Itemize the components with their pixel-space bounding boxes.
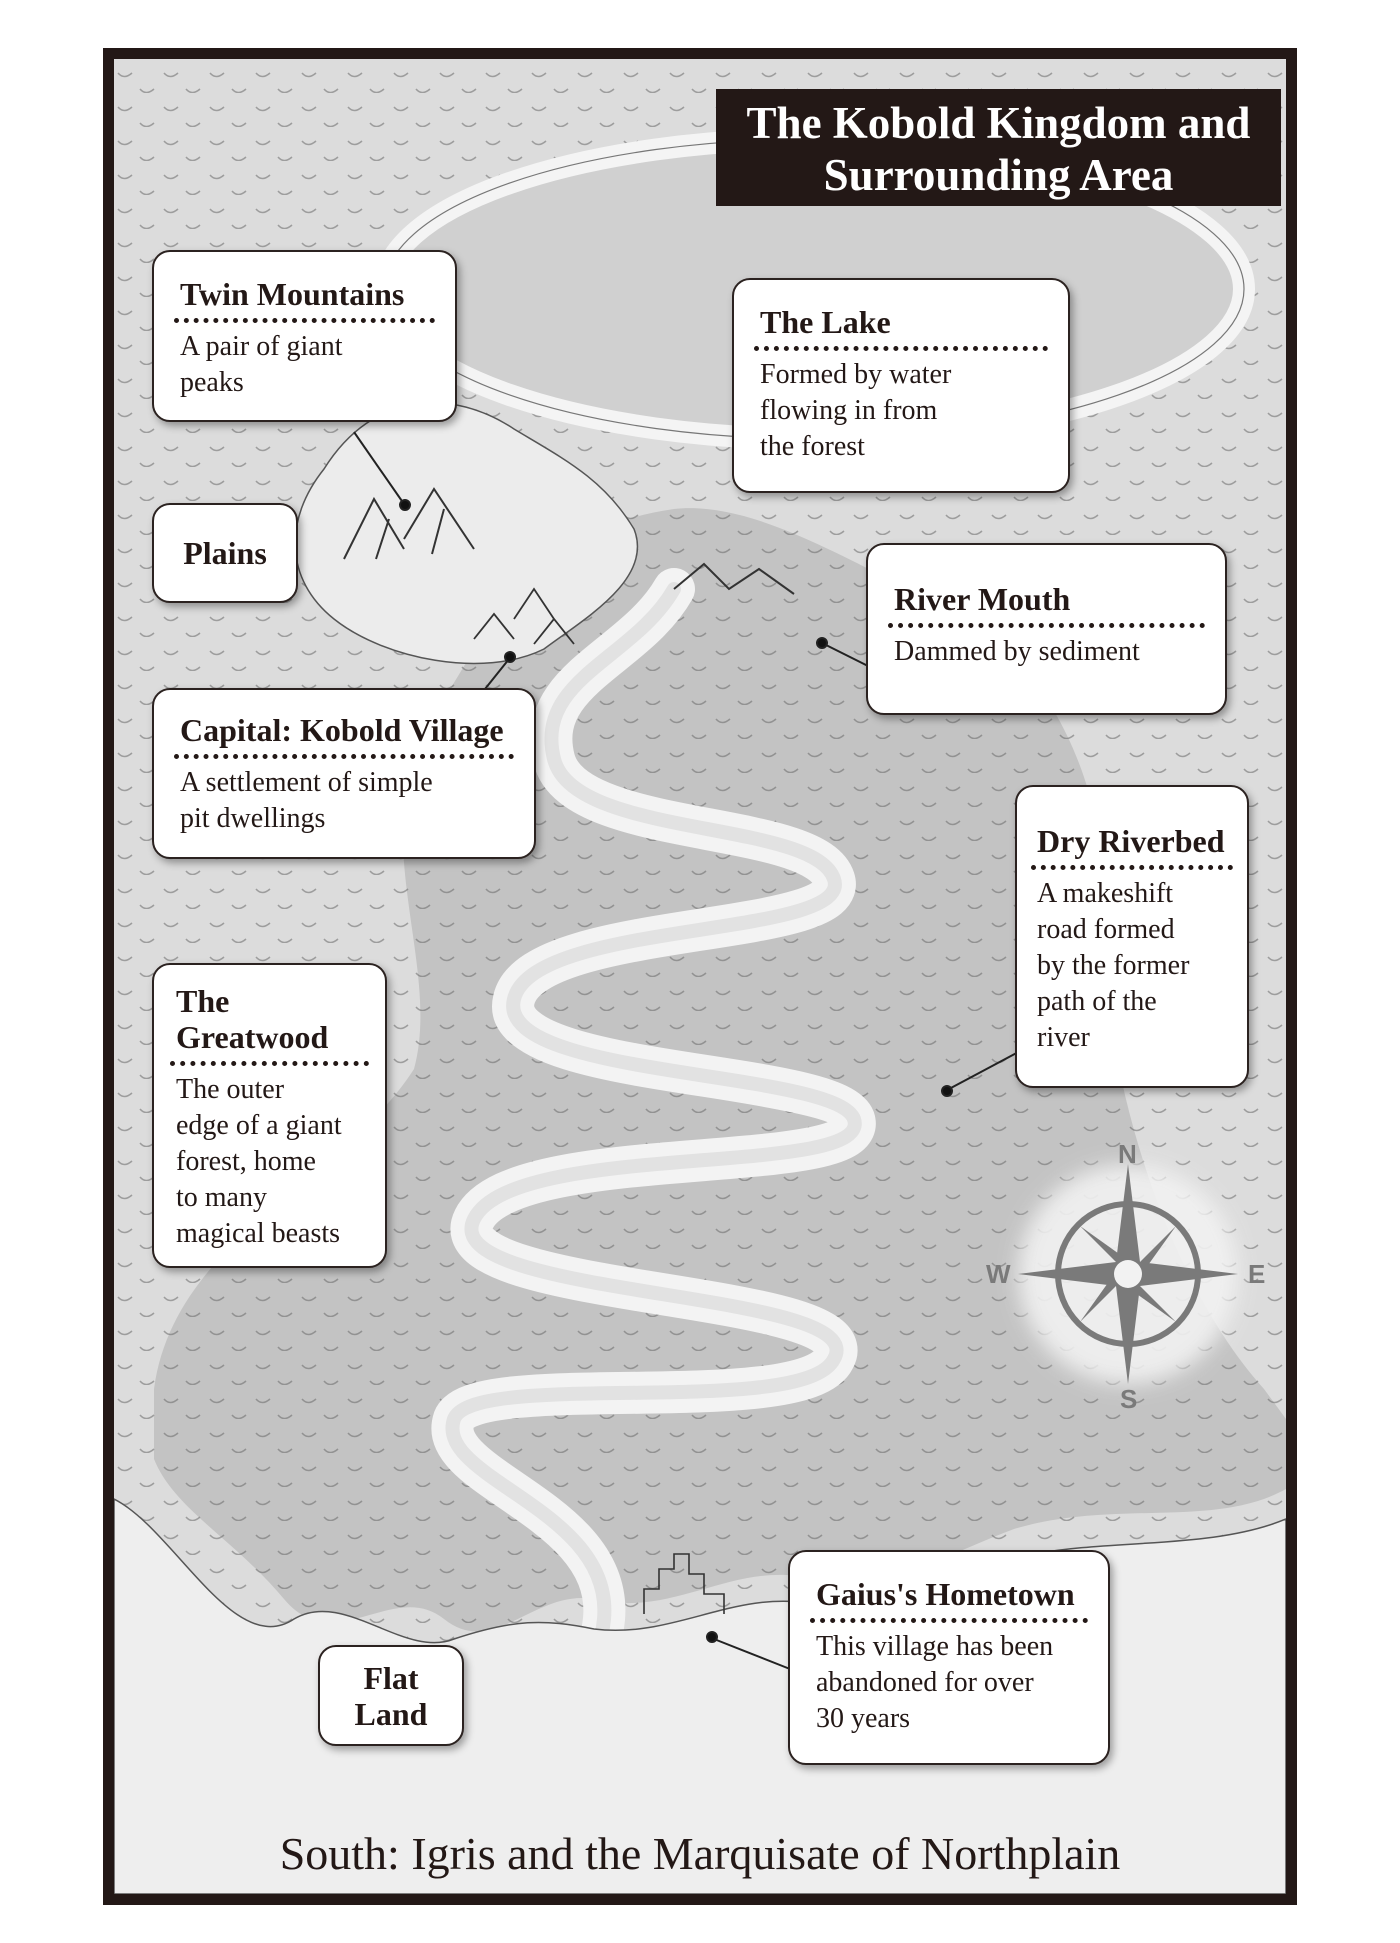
callout-desc-line: pit dwellings bbox=[180, 803, 326, 834]
callout-desc-line: Formed by water bbox=[760, 359, 952, 390]
callout-desc-line: The outer bbox=[176, 1074, 285, 1105]
callout-greatwood bbox=[152, 963, 387, 1268]
callout-title: The bbox=[176, 983, 230, 1019]
callout-title: Capital: Kobold Village bbox=[180, 712, 504, 748]
callout-desc-line: A settlement of simple bbox=[180, 767, 433, 798]
callout-title: Flat bbox=[363, 1659, 419, 1696]
callout-desc-line: forest, home bbox=[176, 1146, 316, 1177]
compass-north-label: N bbox=[1118, 1139, 1137, 1169]
callout-plains bbox=[152, 503, 298, 603]
callout-flat-land bbox=[318, 1645, 464, 1746]
callout-gaius-hometown bbox=[788, 1550, 1110, 1765]
callout-river-mouth bbox=[866, 543, 1227, 715]
callout-capital bbox=[152, 688, 536, 859]
callout-desc-line: edge of a giant bbox=[176, 1110, 342, 1141]
callout-title: Greatwood bbox=[176, 1019, 329, 1055]
callout-desc-line: A pair of giant bbox=[180, 331, 343, 362]
callout-desc-line: path of the bbox=[1037, 986, 1157, 1017]
callout-title: Plains bbox=[183, 535, 267, 571]
compass-rose-icon bbox=[1018, 1164, 1238, 1384]
map-title-line-1: The Kobold Kingdom and bbox=[746, 98, 1251, 148]
callout-title: River Mouth bbox=[894, 581, 1071, 617]
callout-desc-line: magical beasts bbox=[176, 1218, 341, 1249]
callout-desc-line: road formed bbox=[1037, 914, 1175, 945]
callout-desc-line: by the former bbox=[1037, 950, 1190, 981]
callout-desc-line: to many bbox=[176, 1182, 267, 1213]
dotted-divider bbox=[1031, 865, 1233, 870]
south-direction-caption: South: Igris and the Marquisate of Northplain bbox=[279, 1828, 1121, 1879]
callout-desc-line: river bbox=[1037, 1022, 1090, 1053]
callout-desc-line: peaks bbox=[180, 367, 244, 398]
callout-dry-riverbed bbox=[1015, 785, 1249, 1088]
callout-desc-line: This village has been bbox=[816, 1631, 1054, 1662]
callout-desc-line: the forest bbox=[760, 431, 865, 462]
map-title-line-2: Surrounding Area bbox=[823, 150, 1174, 200]
callout-title: Gaius's Hometown bbox=[816, 1576, 1075, 1612]
callout-title: Land bbox=[354, 1695, 428, 1732]
dotted-divider bbox=[810, 1618, 1088, 1623]
dotted-divider bbox=[888, 623, 1205, 628]
compass-south-label: S bbox=[1120, 1384, 1138, 1414]
dotted-divider bbox=[174, 754, 514, 759]
compass-east-label: E bbox=[1248, 1259, 1266, 1289]
callout-desc-line: Dammed by sediment bbox=[894, 636, 1140, 667]
callout-title: Twin Mountains bbox=[180, 276, 405, 312]
dotted-divider bbox=[754, 346, 1048, 351]
map-title bbox=[716, 89, 1281, 206]
callout-desc-line: abandoned for over bbox=[816, 1667, 1034, 1698]
dotted-divider bbox=[174, 318, 435, 323]
compass-west-label: W bbox=[986, 1259, 1011, 1289]
callout-the-lake bbox=[732, 278, 1070, 493]
dotted-divider bbox=[170, 1061, 369, 1066]
callout-desc-line: 30 years bbox=[816, 1703, 911, 1734]
callout-title: The Lake bbox=[760, 304, 891, 340]
callout-twin-mountains bbox=[152, 250, 457, 422]
callout-desc-line: flowing in from bbox=[760, 395, 938, 426]
callout-desc-line: A makeshift bbox=[1037, 878, 1174, 909]
callout-title: Dry Riverbed bbox=[1037, 823, 1225, 859]
map-frame bbox=[103, 48, 1297, 1905]
